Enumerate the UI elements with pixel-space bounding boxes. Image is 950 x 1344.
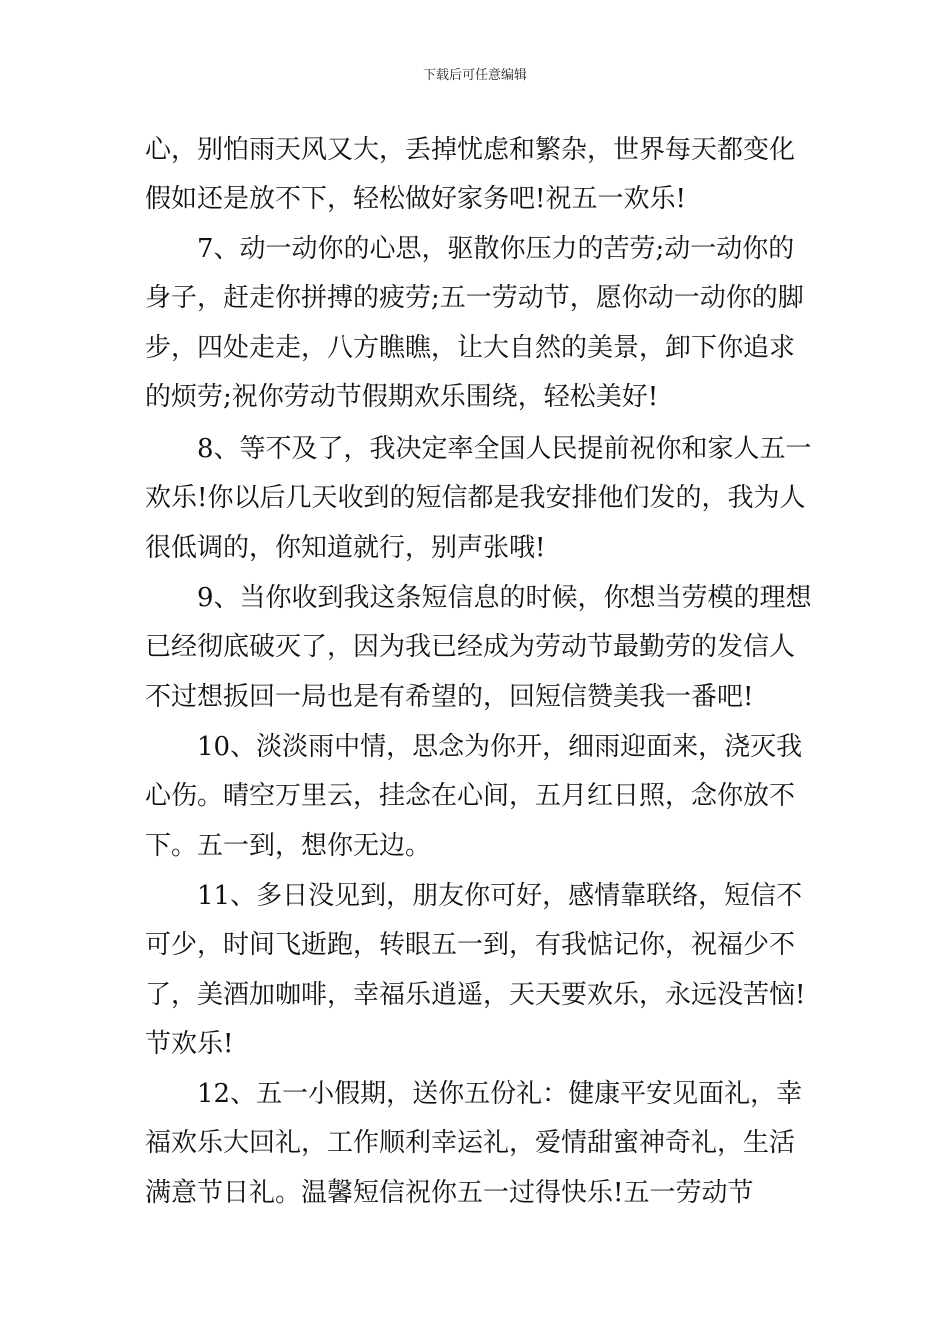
text-line: 下。五一到，想你无边。 (145, 831, 432, 861)
text-line: 11、多日没见到，朋友你可好，感情靠联络，短信不 (197, 881, 803, 911)
page-header: 下载后可任意编辑 (422, 68, 527, 83)
text-line: 9、当你收到我这条短信息的时候，你想当劳模的理想 (197, 583, 812, 613)
text-line: 身子，赶走你拼搏的疲劳;五一劳动节，愿你动一动你的脚 (145, 283, 804, 313)
text-line: 心，别怕雨天风又大，丢掉忧虑和繁杂，世界每天都变化 (145, 135, 796, 165)
text-line: 心伤。晴空万里云，挂念在心间，五月红日照，念你放不 (145, 781, 796, 811)
text-line: 的烦劳;祝你劳动节假期欢乐围绕，轻松美好! (145, 382, 659, 412)
text-line: 步，四处走走，八方瞧瞧，让大自然的美景，卸下你追求 (145, 333, 796, 363)
text-line: 欢乐!你以后几天收到的短信都是我安排他们发的，我为人 (145, 483, 806, 513)
text-line: 7、动一动你的心思，驱散你压力的苦劳;动一动你的 (197, 234, 795, 264)
text-line: 已经彻底破灭了，因为我已经成为劳动节最勤劳的发信人 (145, 632, 796, 662)
text-line: 可少，时间飞逝跑，转眼五一到，有我惦记你，祝福少不 (145, 930, 796, 960)
text-line: 节欢乐! (145, 1029, 234, 1059)
text-line: 不过想扳回一局也是有希望的，回短信赞美我一番吧! (145, 682, 754, 712)
text-line: 10、淡淡雨中情，思念为你开，细雨迎面来，浇灭我 (197, 732, 803, 762)
text-line: 很低调的，你知道就行，别声张哦! (145, 533, 546, 563)
text-line: 8、等不及了，我决定率全国人民提前祝你和家人五一 (197, 434, 812, 464)
text-line: 福欢乐大回礼，工作顺利幸运礼，爱情甜蜜神奇礼，生活 (145, 1128, 796, 1158)
text-line: 满意节日礼。温馨短信祝你五一过得快乐!五一劳动节 (145, 1178, 754, 1208)
text-line: 12、五一小假期，送你五份礼：健康平安见面礼，幸 (197, 1079, 803, 1109)
text-line: 假如还是放不下，轻松做好家务吧!祝五一欢乐! (145, 184, 686, 214)
text-line: 了，美酒加咖啡，幸福乐逍遥，天天要欢乐，永远没苦恼! (145, 980, 806, 1010)
